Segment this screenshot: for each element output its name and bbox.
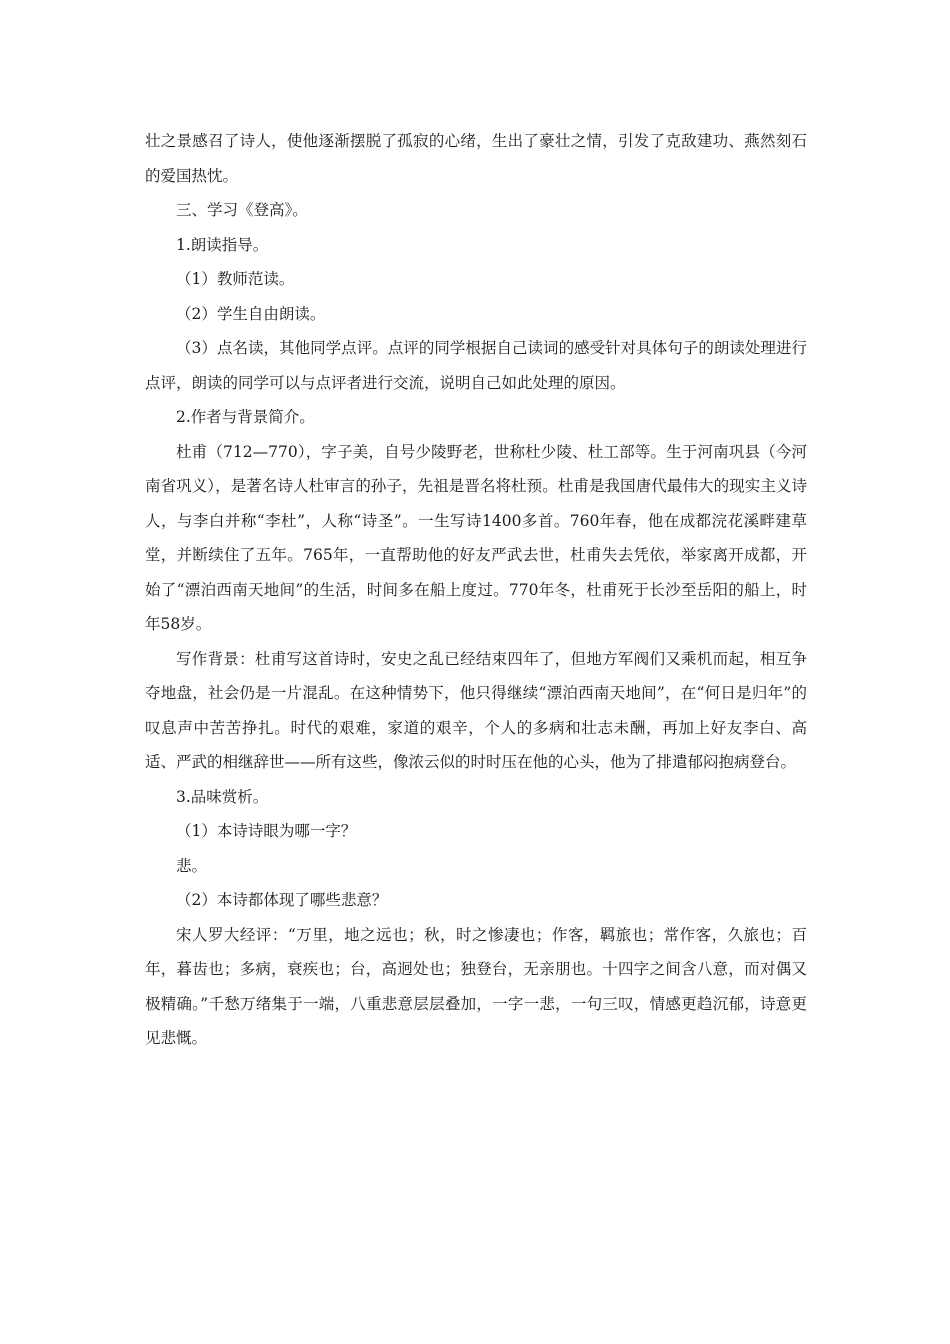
subheading-appreciation: 3.品味赏析。 — [176, 787, 269, 806]
section-heading-learn-denggao: 三、学习《登高》。 — [176, 201, 308, 219]
question-poem-eye: （1）本诗诗眼为哪一字？ — [176, 822, 357, 840]
answer-poem-eye: 悲。 — [176, 856, 208, 875]
list-item-peer-review: （3）点名读，其他同学点评。点评的同学根据自己读词的感受针对具体句子的朗读处理进行点评，朗读的同学可以与点评者进行交流，说明自己如此处理的原因。 — [145, 339, 807, 392]
question-sorrow-meanings: （2）本诗都体现了哪些悲意？ — [176, 891, 388, 909]
paragraph-writing-background: 写作背景：杜甫写这首诗时，安史之乱已经结束四年了，但地方军阀们又乘机而起，相互争夺地盘，社会仍是一片混乱。在这种情势下，他只得继续“漂泊西南天地间”，在“何日是归年”的叹息声中苦苦挣扎。时代的艰难，家道的艰辛，个人的多病和壮志未酬，再加上好友李白、高适、严武的相继辞世——所有这些，像浓云似的时时压在他的心头，他为了排遣郁闷抱病登台。 — [145, 649, 807, 771]
subheading-reading-guidance: 1.朗读指导。 — [176, 235, 269, 254]
paragraph-continuation: 壮之景感召了诗人，使他逐渐摆脱了孤寂的心绪，生出了豪壮之情，引发了克敌建功、燕然刻石的爱国热忱。 — [145, 132, 807, 185]
list-item-student-reading: （2）学生自由朗读。 — [176, 304, 326, 323]
paragraph-du-fu-biography: 杜甫（712—770），字子美，自号少陵野老，世称杜少陵、杜工部等。生于河南巩县（今河南省巩义），是著名诗人杜审言的孙子，先祖是晋名将杜预。杜甫是我国唐代最伟大的现实主义诗人，与李白并称“李杜”，人称“诗圣”。一生写诗1400多首。760年春，他在成都浣花溪畔建草堂，并断续住了五年。765年，一直帮助他的好友严武去世，杜甫失去凭依，举家离开成都，开始了“漂泊西南天地间”的生活，时间多在船上度过。770年冬，杜甫死于长沙至岳阳的船上，时年58岁。 — [145, 442, 807, 633]
list-item-teacher-reading: （1）教师范读。 — [176, 270, 295, 288]
subheading-author-background: 2.作者与背景简介。 — [176, 408, 315, 426]
document-body — [145, 124, 807, 1056]
paragraph-luo-dajing-commentary: 宋人罗大经评：“万里，地之远也；秋，时之惨凄也；作客，羁旅也；常作客，久旅也；百年，暮齿也；多病，衰疾也；台，高迥处也；独登台，无亲朋也。十四字之间含八意，而对偶又极精确。”千愁万绪集于一端，八重悲意层层叠加，一字一悲，一句三叹，情感更趋沉郁，诗意更见悲慨。 — [145, 925, 807, 1047]
